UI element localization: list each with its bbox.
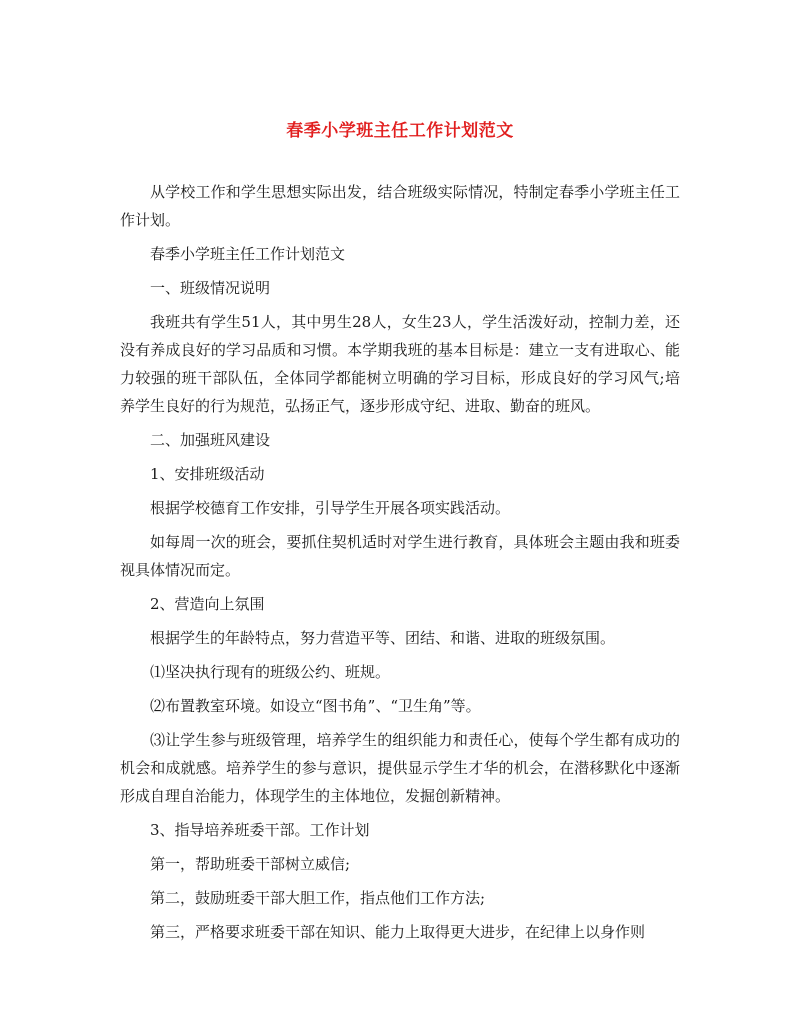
document-body: [120, 178, 680, 952]
paragraph-second: 第二，鼓励班委干部大胆工作，指点他们工作方法;: [150, 889, 486, 907]
subheading-atmosphere: 2、营造向上氛围: [150, 595, 265, 613]
paragraph-subtitle: 春季小学班主任工作计划范文: [150, 245, 346, 263]
paragraph-class-situation: 我班共有学生51人，其中男生28人，女生23人，学生活泼好动，控制力差，还没有养成良好的学习品质和习惯。本学期我班的基本目标是：建立一支有进取心、能力较强的班干部队伍，全体同学都能树立明确的学习目标，形成良好的学习风气;培养学生良好的行为规范，弘扬正气，逐步形成守纪、进取、勤奋的班风。: [120, 313, 680, 415]
list-item-2: ⑵布置教室环境。如设立“图书角”、“卫生角”等。: [150, 697, 481, 715]
paragraph-activities-2: 如每周一次的班会，要抓住契机适时对学生进行教育，具体班会主题由我和班委视具体情况而定。: [120, 533, 680, 579]
section-heading-class-style: 二、加强班风建设: [150, 431, 271, 449]
document-title: 春季小学班主任工作计划范文: [286, 121, 514, 141]
paragraph-first: 第一，帮助班委干部树立威信;: [150, 855, 351, 873]
paragraph-intro: 从学校工作和学生思想实际出发，结合班级实际情况，特制定春季小学班主任工作计划。: [120, 183, 680, 229]
paragraph-activities-1: 根据学校德育工作安排，引导学生开展各项实践活动。: [150, 499, 511, 517]
paragraph-atmosphere: 根据学生的年龄特点，努力营造平等、团结、和谐、进取的班级氛围。: [150, 629, 616, 647]
subheading-class-activities: 1、安排班级活动: [150, 465, 265, 483]
section-heading-class-situation: 一、班级情况说明: [150, 279, 271, 297]
subheading-class-committee: 3、指导培养班委干部。工作计划: [150, 821, 370, 839]
list-item-1: ⑴坚决执行现有的班级公约、班规。: [150, 663, 391, 681]
list-item-3: ⑶让学生参与班级管理，培养学生的组织能力和责任心，使每个学生都有成功的机会和成就感。培养学生的参与意识，提供显示学生才华的机会，在潜移默化中逐渐形成自理自治能力，体现学生的主体地位，发掘创新精神。: [120, 731, 680, 805]
paragraph-third: 第三，严格要求班委干部在知识、能力上取得更大进步，在纪律上以身作则: [150, 923, 646, 941]
